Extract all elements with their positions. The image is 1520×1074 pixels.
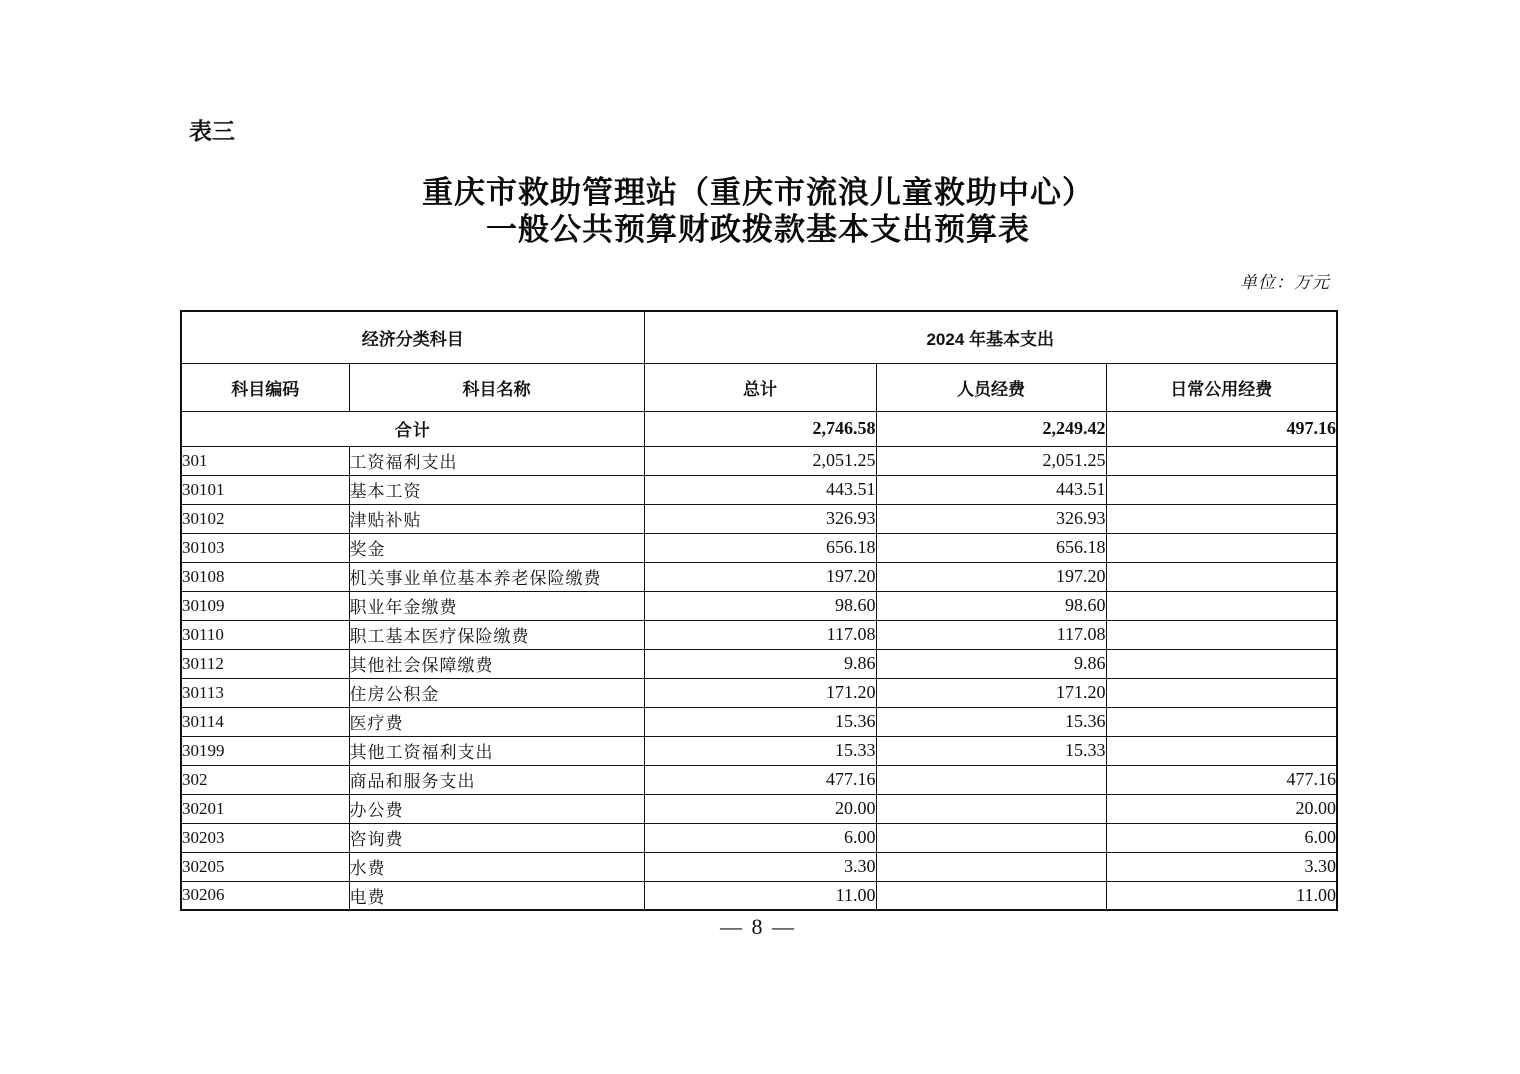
total-row-total: 2,746.58 [644,411,876,446]
cell-total: 2,051.25 [644,446,876,475]
table-number-label: 表三 [189,118,235,144]
table-row [181,765,1337,794]
cell-personnel-funds: 117.08 [876,620,1106,649]
cell-subject-name: 机关事业单位基本养老保险缴费 [349,562,644,591]
header-daily-public-funds: 日常公用经费 [1106,363,1337,411]
cell-subject-code: 30205 [181,852,349,881]
cell-total: 6.00 [644,823,876,852]
table-row [181,620,1337,649]
cell-daily-funds [1106,620,1337,649]
table-row [181,823,1337,852]
cell-daily-funds: 6.00 [1106,823,1337,852]
cell-daily-funds [1106,504,1337,533]
table-row [181,852,1337,881]
cell-daily-funds [1106,649,1337,678]
cell-total: 15.33 [644,736,876,765]
table-row [181,707,1337,736]
cell-subject-code: 302 [181,765,349,794]
cell-subject-name: 其他社会保障缴费 [349,649,644,678]
cell-personnel-funds: 15.33 [876,736,1106,765]
cell-daily-funds [1106,562,1337,591]
cell-personnel-funds: 171.20 [876,678,1106,707]
cell-personnel-funds [876,852,1106,881]
cell-subject-name: 工资福利支出 [349,446,644,475]
cell-personnel-funds: 2,051.25 [876,446,1106,475]
cell-subject-name: 咨询费 [349,823,644,852]
cell-subject-code: 30112 [181,649,349,678]
cell-total: 197.20 [644,562,876,591]
cell-personnel-funds: 656.18 [876,533,1106,562]
cell-subject-name: 基本工资 [349,475,644,504]
cell-personnel-funds: 326.93 [876,504,1106,533]
table-row [181,504,1337,533]
cell-subject-code: 30103 [181,533,349,562]
header-2024-basic-expenditure: 2024 年基本支出 [644,311,1337,363]
cell-subject-name: 办公费 [349,794,644,823]
cell-subject-name: 电费 [349,881,644,910]
cell-subject-code: 30109 [181,591,349,620]
table-row [181,794,1337,823]
table-row [181,446,1337,475]
cell-subject-code: 301 [181,446,349,475]
header-total: 总计 [644,363,876,411]
cell-personnel-funds [876,823,1106,852]
cell-subject-code: 30199 [181,736,349,765]
table-row [181,475,1337,504]
table-row [181,533,1337,562]
cell-total: 9.86 [644,649,876,678]
cell-personnel-funds: 98.60 [876,591,1106,620]
document-title [180,174,1336,248]
cell-personnel-funds [876,794,1106,823]
cell-subject-name: 津贴补贴 [349,504,644,533]
cell-total: 11.00 [644,881,876,910]
document-title-line1: 重庆市救助管理站（重庆市流浪儿童救助中心） [422,175,1094,210]
page-number: — 8 — [720,914,796,939]
table-row [181,881,1337,910]
cell-daily-funds [1106,446,1337,475]
budget-table-body [181,411,1337,910]
cell-total: 117.08 [644,620,876,649]
cell-subject-code: 30110 [181,620,349,649]
cell-subject-code: 30101 [181,475,349,504]
cell-subject-code: 30102 [181,504,349,533]
cell-total: 15.36 [644,707,876,736]
cell-subject-code: 30201 [181,794,349,823]
cell-daily-funds: 20.00 [1106,794,1337,823]
cell-daily-funds [1106,533,1337,562]
cell-total: 443.51 [644,475,876,504]
cell-subject-code: 30113 [181,678,349,707]
cell-total: 3.30 [644,852,876,881]
cell-daily-funds [1106,736,1337,765]
cell-personnel-funds [876,881,1106,910]
cell-total: 326.93 [644,504,876,533]
cell-daily-funds: 3.30 [1106,852,1337,881]
cell-subject-name: 其他工资福利支出 [349,736,644,765]
cell-subject-name: 医疗费 [349,707,644,736]
cell-total: 656.18 [644,533,876,562]
cell-personnel-funds: 443.51 [876,475,1106,504]
cell-personnel-funds: 197.20 [876,562,1106,591]
total-row-daily: 497.16 [1106,411,1337,446]
header-personnel-funds: 人员经费 [876,363,1106,411]
cell-daily-funds [1106,678,1337,707]
cell-total: 20.00 [644,794,876,823]
table-row [181,562,1337,591]
cell-personnel-funds: 15.36 [876,707,1106,736]
table-header-columns-row [181,363,1337,411]
cell-daily-funds: 477.16 [1106,765,1337,794]
cell-subject-code: 30114 [181,707,349,736]
cell-daily-funds [1106,707,1337,736]
cell-subject-code: 30108 [181,562,349,591]
cell-personnel-funds: 9.86 [876,649,1106,678]
cell-total: 98.60 [644,591,876,620]
cell-daily-funds: 11.00 [1106,881,1337,910]
table-row [181,736,1337,765]
table-row [181,591,1337,620]
cell-total: 477.16 [644,765,876,794]
cell-subject-name: 水费 [349,852,644,881]
cell-subject-name: 职工基本医疗保险缴费 [349,620,644,649]
total-row-personnel: 2,249.42 [876,411,1106,446]
cell-subject-name: 奖金 [349,533,644,562]
cell-subject-code: 30206 [181,881,349,910]
header-subject-name: 科目名称 [349,363,644,411]
total-row-label: 合计 [181,411,644,446]
cell-subject-code: 30203 [181,823,349,852]
header-economic-classification: 经济分类科目 [181,311,644,363]
unit-note: 单位：万元 [1240,273,1330,292]
cell-subject-name: 商品和服务支出 [349,765,644,794]
cell-subject-name: 住房公积金 [349,678,644,707]
total-row [181,411,1337,446]
cell-daily-funds [1106,475,1337,504]
table-row [181,649,1337,678]
header-subject-code: 科目编码 [181,363,349,411]
budget-table [180,310,1338,911]
document-title-line2: 一般公共预算财政拨款基本支出预算表 [486,212,1030,247]
table-row [181,678,1337,707]
cell-total: 171.20 [644,678,876,707]
cell-personnel-funds [876,765,1106,794]
cell-subject-name: 职业年金缴费 [349,591,644,620]
table-header-group-row [181,311,1337,363]
cell-daily-funds [1106,591,1337,620]
